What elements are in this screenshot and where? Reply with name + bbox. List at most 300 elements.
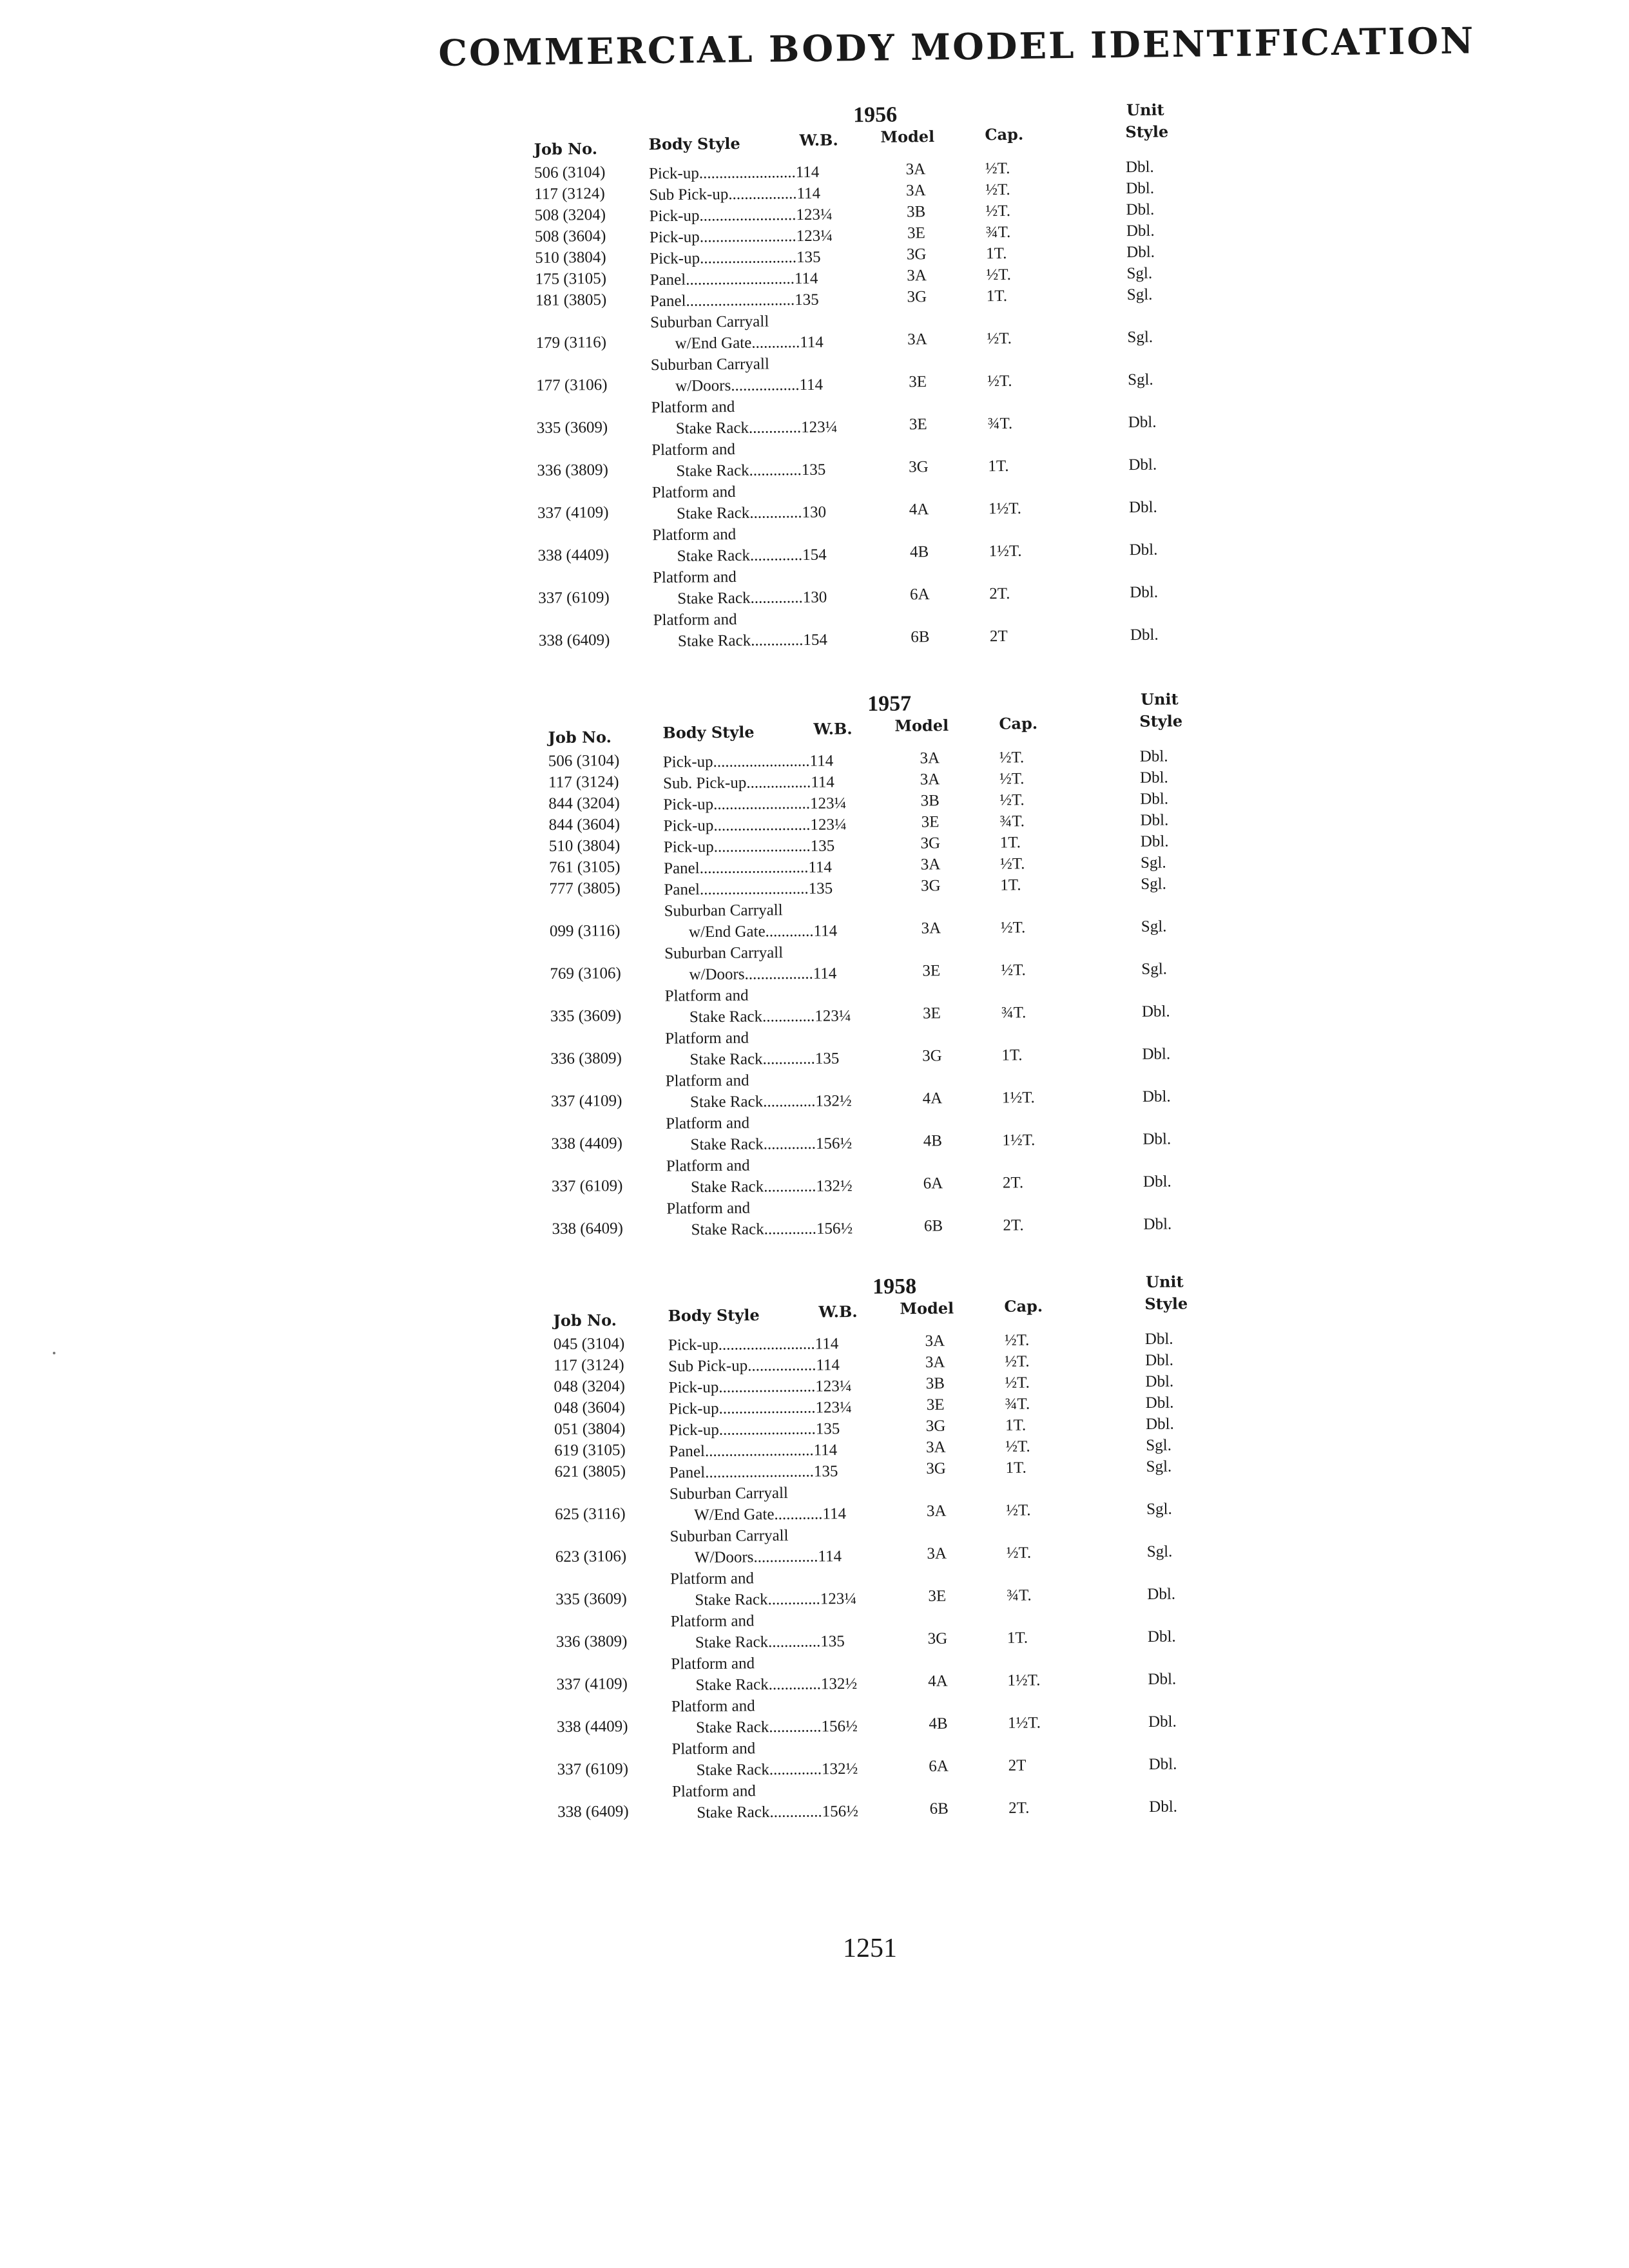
header-wb: W.B. [818, 1302, 858, 1321]
dot-leader: ............ [751, 334, 800, 352]
body-style-line-2 [670, 1503, 876, 1526]
table-row [551, 1066, 1234, 1114]
body-style-line [650, 246, 856, 269]
body-style-subtext: Stake Rack [689, 1008, 763, 1026]
unit-style: Dbl. [1140, 811, 1169, 829]
job-number: 508 (3604) [534, 227, 606, 245]
table-row [535, 307, 1219, 356]
body-style-subtext: Stake Rack [675, 419, 749, 437]
job-number: 335 (3609) [550, 1007, 622, 1025]
capacity: ¾T. [1007, 1586, 1032, 1604]
body-style-text: Platform and [671, 1697, 755, 1716]
capacity: ½T. [985, 159, 1010, 178]
body-style-line [653, 565, 859, 588]
job-number: 048 (3204) [554, 1378, 625, 1396]
body-style-line [670, 1461, 876, 1484]
wheelbase: 114 [816, 1356, 840, 1374]
body-style-text: Pick-up [663, 795, 714, 814]
unit-style: Sgl. [1146, 1457, 1172, 1475]
body-style-line-2 [671, 1716, 878, 1739]
body-style-line [664, 899, 871, 922]
body-style-cell [650, 225, 856, 248]
body-style-cell [663, 771, 869, 794]
capacity: 1½T. [988, 499, 1022, 518]
dot-leader: ........................ [718, 1420, 816, 1439]
body-style-line-2 [665, 1048, 871, 1071]
unit-style: Dbl. [1142, 1173, 1171, 1191]
model-code: 6B [929, 1800, 949, 1818]
body-style-subtext: Stake Rack [677, 631, 751, 650]
body-style-line-2 [653, 544, 859, 567]
body-style-cell [671, 1695, 878, 1739]
body-style-line [670, 1524, 876, 1548]
dot-leader: ............. [769, 1760, 822, 1779]
body-style-line [649, 204, 855, 227]
body-style-text: Panel [669, 1442, 706, 1461]
table-row [538, 562, 1222, 611]
body-style-cell [666, 1154, 873, 1198]
model-code: 6B [911, 628, 930, 646]
table-row [551, 1109, 1234, 1157]
capacity: ¾T. [985, 223, 1011, 242]
body-style-cell [668, 1333, 874, 1356]
job-number: 099 (3116) [549, 922, 621, 940]
header-unit: Unit [1140, 689, 1179, 709]
header-wb: W.B. [799, 130, 838, 150]
body-style-cell [664, 941, 871, 986]
body-style-cell [649, 161, 855, 184]
body-style-line-2 [672, 1758, 878, 1782]
body-style-line-2 [651, 416, 858, 439]
body-style-line [669, 1397, 875, 1420]
body-style-line [670, 1482, 876, 1505]
body-style-text: Sub Pick-up [649, 186, 729, 204]
body-style-cell [669, 1439, 875, 1463]
job-number: 761 (3105) [549, 858, 621, 876]
dot-leader: ................. [731, 376, 800, 395]
table-row [536, 392, 1220, 441]
model-code: 3E [909, 373, 927, 391]
unit-style: Dbl. [1144, 1330, 1173, 1348]
capacity: ½T. [999, 791, 1025, 809]
body-style-subtext: Stake Rack [696, 1761, 769, 1780]
capacity: 1T. [986, 244, 1007, 263]
model-code: 3A [925, 1353, 945, 1371]
table-row [557, 1691, 1240, 1740]
unit-style: Dbl. [1145, 1351, 1174, 1369]
dot-leader: ........................ [713, 837, 811, 856]
capacity: ½T. [1005, 1437, 1030, 1456]
body-style-cell [651, 437, 858, 482]
body-style-text: Platform and [652, 568, 737, 587]
body-style-text: Suburban Carryall [650, 312, 769, 332]
table-row [555, 1479, 1239, 1527]
model-code: 3E [921, 813, 940, 831]
capacity: 1T. [986, 287, 1008, 305]
dot-leader: ........................ [718, 1335, 815, 1354]
dot-leader: ........................ [699, 206, 796, 225]
body-style-line [668, 1333, 874, 1356]
body-style-line [671, 1610, 877, 1633]
model-code: 6A [923, 1175, 943, 1193]
dot-leader: ........................ [718, 1399, 816, 1418]
body-style-line [651, 395, 857, 418]
unit-style: Dbl. [1147, 1585, 1176, 1603]
table-row [552, 1194, 1235, 1242]
job-number: 117 (3124) [548, 773, 619, 791]
model-code: 3A [907, 267, 927, 285]
wheelbase: 114 [813, 965, 837, 983]
body-style-line [649, 161, 855, 184]
body-style-subtext: Stake Rack [697, 1803, 770, 1822]
body-style-line [663, 750, 869, 773]
model-code: 3A [926, 1502, 947, 1520]
model-code: 6A [929, 1757, 949, 1775]
body-style-line-2 [670, 1588, 876, 1611]
header-style: Style [1125, 122, 1169, 142]
header-job-no: Job No. [534, 139, 598, 159]
body-style-line [651, 437, 858, 461]
body-style-text: Platform and [664, 986, 749, 1005]
dot-leader: ........................ [713, 794, 811, 813]
body-style-line-2 [653, 586, 859, 610]
body-style-line [666, 1111, 872, 1135]
dot-leader: ............. [764, 1177, 816, 1196]
wheelbase: 123¼ [815, 1398, 852, 1417]
body-style-line [666, 1154, 872, 1177]
body-style-text: Panel [664, 860, 700, 878]
table-row [550, 1024, 1233, 1072]
body-style-cell [663, 750, 869, 773]
body-style-line-2 [651, 459, 858, 482]
dot-leader: ................. [747, 1356, 816, 1375]
unit-style: Dbl. [1142, 1088, 1171, 1106]
job-number: 621 (3805) [554, 1463, 626, 1481]
body-style-line [664, 835, 870, 858]
body-style-subtext: Stake Rack [690, 1135, 764, 1154]
job-number: 769 (3106) [550, 965, 621, 983]
body-style-text: Platform and [666, 1199, 751, 1218]
unit-style: Dbl. [1128, 413, 1157, 432]
unit-style: Dbl. [1139, 747, 1168, 765]
body-style-text: Pick-up [650, 249, 700, 268]
unit-style: Dbl. [1149, 1798, 1178, 1816]
dot-leader: ............. [768, 1675, 822, 1694]
unit-style: Dbl. [1126, 200, 1155, 219]
body-style-line [665, 984, 871, 1007]
header-model: Model [880, 127, 935, 146]
dot-leader: ........................... [686, 270, 795, 289]
capacity: ½T. [1001, 961, 1026, 979]
body-style-cell [663, 814, 869, 837]
body-style-text: Pick-up [662, 753, 713, 771]
model-code: 3A [905, 182, 926, 200]
body-style-line [651, 352, 857, 376]
unit-style: Sgl. [1141, 918, 1167, 936]
dot-leader: ............. [749, 504, 802, 522]
capacity: 2T. [989, 584, 1010, 603]
table-row [539, 604, 1222, 653]
body-style-cell [666, 1196, 873, 1241]
header-wb: W.B. [813, 719, 853, 738]
capacity: ¾T. [999, 812, 1025, 831]
model-code: 4B [929, 1715, 948, 1733]
wheelbase: 123¼ [796, 206, 833, 224]
capacity: 2T. [1008, 1799, 1030, 1817]
capacity: 1½T. [1007, 1671, 1041, 1689]
body-style-line-2 [652, 501, 858, 524]
unit-style: Dbl. [1126, 222, 1155, 240]
wheelbase: 135 [801, 461, 826, 479]
capacity: ½T. [1006, 1544, 1032, 1562]
body-style-text: Platform and [653, 611, 737, 629]
model-code: 3E [907, 224, 925, 242]
body-style-subtext: w/Doors [675, 377, 731, 395]
dot-leader: ............. [751, 631, 804, 649]
body-style-cell [670, 1567, 877, 1611]
body-style-cell [650, 289, 856, 312]
body-style-text: Pick-up [668, 1336, 718, 1354]
header-unit: Unit [1145, 1272, 1184, 1291]
body-style-cell [671, 1610, 878, 1654]
body-style-cell [649, 182, 855, 206]
wheelbase: 123¼ [815, 1007, 851, 1025]
wheelbase: 132½ [820, 1675, 858, 1693]
model-code: 3G [922, 1047, 942, 1065]
unit-style: Dbl. [1128, 498, 1157, 517]
stray-mark [53, 1352, 55, 1354]
wheelbase: 123¼ [801, 418, 838, 437]
capacity: 1½T. [988, 542, 1022, 561]
wheelbase: 123¼ [820, 1590, 857, 1608]
model-code: 3G [906, 245, 927, 264]
wheelbase: 114 [815, 1335, 839, 1353]
dot-leader: ........................ [713, 752, 810, 771]
body-style-text: Platform and [651, 483, 736, 502]
capacity: ¾T. [1005, 1395, 1030, 1413]
body-style-cell [653, 565, 860, 610]
unit-style: Dbl. [1145, 1394, 1174, 1412]
header-model: Model [900, 1298, 954, 1318]
unit-style: Dbl. [1142, 1130, 1171, 1148]
wheelbase: 132½ [815, 1092, 852, 1110]
unit-style: Dbl. [1128, 456, 1157, 474]
header-job-no: Job No. [548, 727, 612, 747]
capacity: ½T. [985, 180, 1010, 199]
body-style-cell [670, 1461, 876, 1484]
body-style-subtext: Stake Rack [676, 504, 750, 523]
wheelbase: 135 [815, 1420, 840, 1438]
unit-style: Dbl. [1145, 1372, 1174, 1390]
job-number: 335 (3609) [555, 1590, 627, 1608]
header-cap: Cap. [985, 124, 1024, 144]
body-style-line [649, 182, 855, 206]
body-style-line [652, 480, 858, 503]
dot-leader: ........................... [704, 1441, 814, 1460]
wheelbase: 156½ [821, 1717, 858, 1736]
body-style-line [663, 814, 869, 837]
model-code: 4A [928, 1672, 948, 1690]
body-style-line [663, 771, 869, 794]
table-row [536, 349, 1220, 398]
body-style-line-2 [672, 1801, 878, 1824]
capacity: ½T. [1006, 1501, 1031, 1519]
body-style-text: Sub. Pick-up [662, 774, 747, 793]
body-style-line-2 [653, 629, 860, 652]
body-style-line [664, 941, 871, 965]
header-model: Model [894, 716, 949, 735]
job-number: 045 (3104) [553, 1335, 625, 1353]
wheelbase: 135 [820, 1633, 845, 1651]
body-style-cell [650, 310, 857, 354]
body-style-cell [668, 1354, 874, 1378]
body-style-subtext: Stake Rack [695, 1591, 768, 1610]
body-style-line [650, 267, 856, 291]
dot-leader: ........................... [686, 291, 795, 310]
capacity: ½T. [987, 329, 1012, 348]
body-style-line [650, 310, 856, 333]
job-number: 506 (3104) [548, 752, 620, 770]
table-row [550, 939, 1233, 986]
dot-leader: ........................... [699, 858, 809, 878]
job-number: 510 (3804) [535, 248, 606, 267]
body-style-cell [649, 204, 855, 227]
header-style: Style [1144, 1294, 1188, 1313]
capacity: 1T. [988, 457, 1009, 476]
job-number: 338 (6409) [538, 631, 610, 649]
section-year: 1958 [872, 1274, 917, 1299]
body-style-cell [663, 793, 869, 816]
capacity: ¾T. [987, 414, 1013, 433]
wheelbase: 123¼ [796, 227, 833, 245]
body-style-cell [664, 856, 870, 879]
section-1958 [553, 1272, 1240, 1832]
body-style-line [671, 1652, 877, 1675]
wheelbase: 114 [813, 922, 838, 940]
body-style-cell [652, 523, 859, 567]
body-style-text: Panel [650, 271, 686, 289]
wheelbase: 114 [800, 333, 824, 352]
capacity: ½T. [999, 770, 1025, 788]
model-code: 3A [925, 1438, 946, 1456]
body-style-text: Pick-up [649, 207, 700, 226]
job-number: 844 (3604) [548, 816, 621, 834]
wheelbase: 130 [802, 588, 827, 607]
job-number: 051 (3804) [554, 1420, 626, 1438]
body-style-line [653, 608, 860, 631]
wheelbase: 114 [818, 1548, 842, 1566]
header-unit: Unit [1126, 100, 1164, 120]
table-row [537, 477, 1221, 526]
job-number: 506 (3104) [534, 163, 606, 182]
model-code: 3B [925, 1374, 945, 1392]
model-code: 3B [920, 792, 940, 810]
dot-leader: ............. [749, 546, 803, 564]
job-number: 844 (3204) [548, 794, 620, 812]
body-style-line [666, 1196, 872, 1220]
unit-style: Sgl. [1141, 960, 1168, 978]
body-style-text: Pick-up [663, 838, 714, 856]
model-code: 3G [925, 1417, 946, 1435]
dot-leader: ................ [753, 1548, 818, 1566]
table-row [537, 519, 1221, 568]
model-code: 3G [927, 1629, 948, 1648]
wheelbase: 114 [811, 773, 834, 791]
wheelbase: 123¼ [815, 1377, 852, 1396]
body-style-cell [666, 1069, 872, 1113]
body-style-text: Suburban Carryall [664, 944, 784, 963]
body-style-subtext: w/Doors [689, 965, 745, 984]
wheelbase: 114 [813, 1441, 838, 1459]
body-style-cell [664, 835, 870, 858]
wheelbase: 154 [803, 631, 828, 649]
body-style-line [665, 1026, 871, 1050]
capacity: ½T. [986, 265, 1012, 284]
body-style-text: Platform and [652, 526, 737, 544]
wheelbase: 114 [794, 269, 818, 288]
capacity: ½T. [999, 855, 1025, 873]
job-number: 625 (3116) [555, 1505, 626, 1523]
body-style-text: Platform and [671, 1782, 756, 1801]
dot-leader: ................ [746, 773, 811, 792]
dot-leader: ............. [748, 419, 802, 437]
dot-leader: ............. [769, 1718, 822, 1736]
model-code: 3A [920, 856, 941, 874]
model-code: 3G [920, 834, 941, 852]
table-row [557, 1776, 1241, 1825]
capacity: 1½T. [1002, 1131, 1036, 1149]
capacity: 1T. [1005, 1459, 1027, 1477]
page-title: COMMERCIAL BODY MODEL IDENTIFICATION [438, 19, 1476, 75]
unit-style: Dbl. [1126, 179, 1155, 198]
model-code: 6B [923, 1217, 943, 1235]
capacity: 1T. [1007, 1629, 1028, 1647]
capacity: ½T. [1005, 1374, 1030, 1392]
body-style-cell [668, 1376, 874, 1399]
model-code: 3A [927, 1544, 947, 1562]
dot-leader: ........................... [705, 1463, 815, 1481]
dot-leader: ............ [765, 922, 814, 941]
unit-style: Dbl. [1148, 1670, 1177, 1688]
unit-style: Dbl. [1130, 583, 1159, 602]
capacity: ½T. [1005, 1352, 1030, 1370]
dot-leader: ............. [763, 1135, 816, 1153]
body-style-line [664, 856, 870, 879]
body-style-cell [671, 1652, 878, 1696]
job-number: 336 (3809) [550, 1050, 622, 1068]
job-number: 337 (4109) [537, 503, 609, 522]
job-number: 177 (3106) [536, 376, 608, 394]
model-code: 4A [909, 501, 929, 519]
body-style-subtext: Stake Rack [695, 1676, 769, 1695]
table-row [552, 1151, 1235, 1199]
body-style-line [650, 225, 856, 248]
unit-style: Dbl. [1130, 626, 1159, 644]
capacity: 2T. [1003, 1216, 1024, 1235]
header-body-style: Body Style [662, 722, 755, 742]
wheelbase: 114 [795, 163, 820, 182]
job-number: 117 (3124) [554, 1356, 624, 1374]
body-style-line-2 [671, 1673, 877, 1696]
wheelbase: 114 [796, 184, 821, 203]
job-number: 777 (3805) [549, 879, 621, 898]
unit-style: Sgl. [1126, 264, 1153, 283]
model-code: 3G [926, 1459, 947, 1477]
body-style-subtext: w/End Gate [675, 334, 752, 352]
wheelbase: 135 [815, 1050, 840, 1068]
dot-leader: ............. [763, 1092, 816, 1111]
body-style-cell [651, 395, 858, 439]
